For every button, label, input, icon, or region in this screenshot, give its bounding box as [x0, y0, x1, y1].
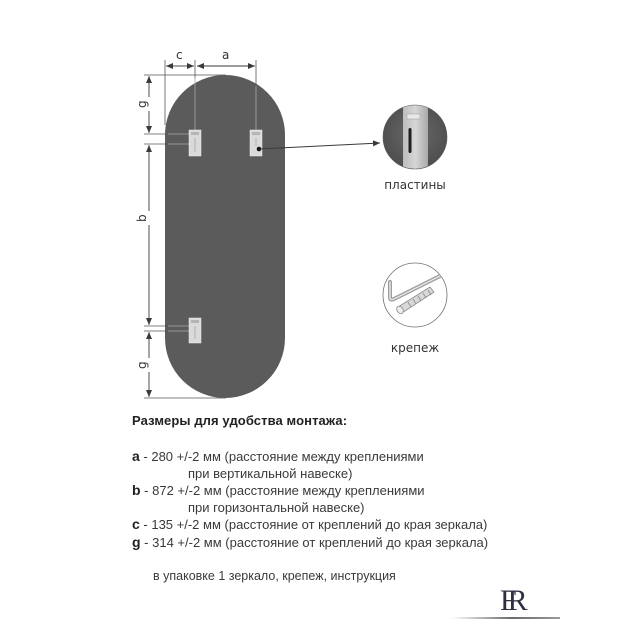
- specs-title: Размеры для удобства монтажа:: [132, 413, 348, 428]
- spec-letter: a: [132, 448, 140, 464]
- logo-text: FR: [500, 584, 519, 617]
- spec-letter: c: [132, 516, 140, 532]
- spec-item-b-continuation: при горизонтальной навеске): [188, 499, 365, 515]
- spec-item-b: [132, 482, 552, 500]
- plates-label: пластины: [384, 178, 446, 192]
- spec-letter: g: [132, 533, 141, 550]
- bracket-top-right: [250, 130, 262, 156]
- spec-letter: b: [132, 482, 141, 498]
- spec-text: - 280 +/-2 мм (расстояние между креплениями: [139, 449, 424, 464]
- fasteners-label: крепеж: [390, 341, 440, 355]
- logo-underline: [452, 617, 560, 619]
- label-g-top: g: [135, 100, 149, 108]
- brand-logo: [452, 584, 562, 622]
- spec-text: - 872 +/-2 мм (расстояние между креплениями: [140, 483, 425, 498]
- bracket-bottom: [189, 318, 201, 343]
- label-c: c: [176, 48, 183, 62]
- spec-item-a-continuation: при вертикальной навеске): [188, 465, 353, 481]
- spec-item-c: [132, 516, 552, 534]
- bracket-top-left: [189, 130, 201, 156]
- label-g-bottom: g: [135, 361, 149, 369]
- label-a: a: [222, 48, 230, 62]
- spec-item-g: [132, 534, 552, 552]
- spec-text: - 135 +/-2 мм (расстояние от креплений до края зеркала): [139, 517, 488, 532]
- spec-text: - 314 +/-2 мм (расстояние от креплений до края зеркала): [140, 534, 489, 550]
- hex-key-and-dowel-icon: [383, 263, 447, 327]
- label-b: b: [135, 214, 149, 222]
- mounting-plate-icon: [383, 100, 447, 180]
- spec-item-a: [132, 448, 552, 466]
- mirror-shape: [165, 75, 285, 398]
- mounting-specs: [132, 412, 552, 551]
- package-contents-note: в упаковке 1 зеркало, крепеж, инструкция: [153, 569, 396, 583]
